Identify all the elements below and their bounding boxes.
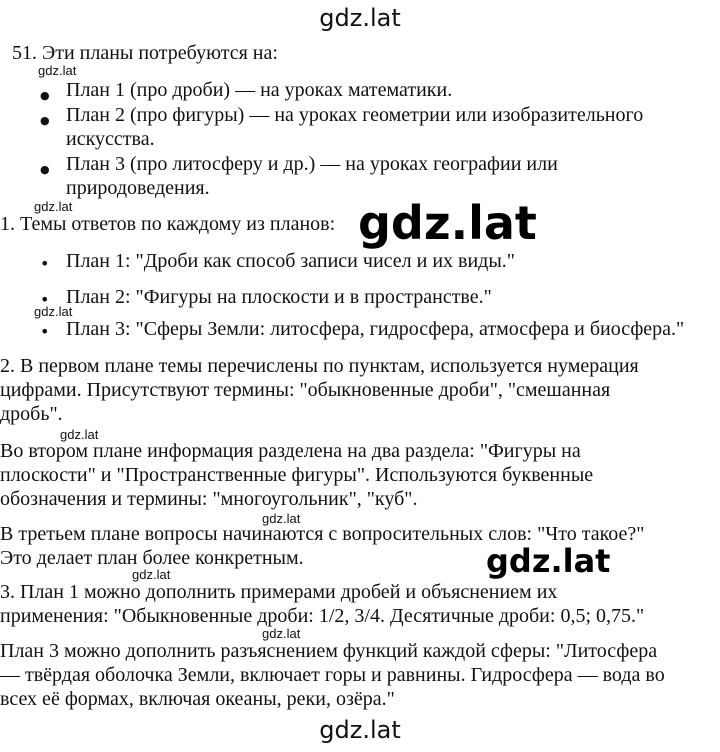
q2-paragraph-2-line: плоскости" и "Пространственные фигуры". Используются буквенные — [0, 464, 594, 486]
watermark-large: gdz.lat — [486, 542, 611, 580]
list-item: План 2: "Фигуры на плоскости и в пространстве." — [66, 286, 492, 308]
q1-heading: 1. Темы ответов по каждому из планов: — [0, 213, 336, 235]
list-item: План 1 (про дроби) — на уроках математики. — [66, 79, 453, 101]
q3-paragraph-2-line: всех её формах, включая океаны, реки, озёра." — [0, 688, 395, 710]
q2-paragraph-1-line: цифрами. Присутствуют термины: "обыкновенные дроби", "смешанная — [0, 379, 611, 401]
q2-paragraph-2-line: Во втором плане информация разделена на два раздела: "Фигуры на — [0, 440, 581, 462]
section-51-heading: 51. Эти планы потребуются на: — [12, 42, 278, 64]
watermark-bottom: gdz.lat — [319, 716, 401, 744]
q3-paragraph-2-line: План 3 можно дополнить разъяснением функций каждой сферы: "Литосфера — [0, 640, 658, 662]
watermark-small: gdz.lat — [132, 567, 171, 582]
q2-paragraph-1-line: 2. В первом плане темы перечислены по пунктам, используется нумерация — [0, 355, 639, 377]
list-item-continuation: природоведения. — [66, 177, 210, 199]
watermark-small: gdz.lat — [34, 199, 73, 214]
q2-paragraph-3-line: Это делает план более конкретным. — [0, 547, 304, 569]
q3-paragraph-1-line: 3. План 1 можно дополнить примерами дробей и объяснением их — [0, 581, 558, 603]
q2-paragraph-3-line: В третьем плане вопросы начинаются с вопросительных слов: "Что такое?" — [0, 523, 645, 545]
q3-paragraph-1-line: применения: "Обыкновенные дроби: 1/2, 3/4. Десятичные дроби: 0,5; 0,75." — [0, 605, 645, 627]
watermark-top: gdz.lat — [319, 4, 401, 32]
q2-paragraph-1-line: дробь". — [0, 403, 63, 425]
list-item-continuation: искусства. — [66, 128, 155, 150]
watermark-small: gdz.lat — [34, 304, 73, 319]
watermark-small: gdz.lat — [38, 63, 77, 78]
watermark-large: gdz.lat — [358, 196, 537, 250]
watermark-small: gdz.lat — [60, 427, 99, 442]
q2-paragraph-2-line: обозначения и термины: "многоугольник", "куб". — [0, 488, 418, 510]
list-item: План 2 (про фигуры) — на уроках геометрии или изобразительного — [66, 104, 644, 126]
watermark-small: gdz.lat — [262, 626, 301, 641]
q3-paragraph-2-line: — твёрдая оболочка Земли, включает горы и равнины. Гидросфера — вода во — [0, 664, 665, 686]
list-item: План 1: "Дроби как способ записи чисел и их виды." — [66, 250, 515, 272]
list-item: План 3: "Сферы Земли: литосфера, гидросфера, атмосфера и биосфера." — [66, 318, 685, 340]
watermark-small: gdz.lat — [262, 511, 301, 526]
list-item: План 3 (про литосферу и др.) — на уроках географии или — [66, 153, 558, 175]
